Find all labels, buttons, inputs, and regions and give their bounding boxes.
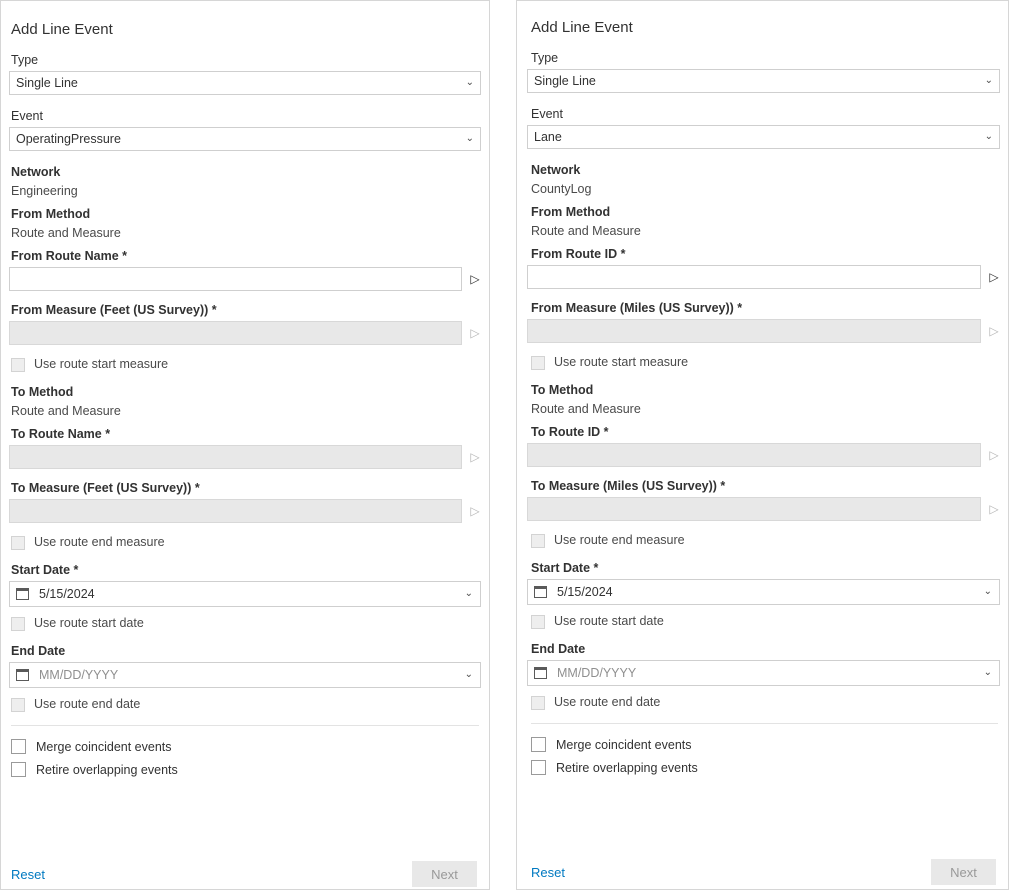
reset-link[interactable]: Reset (531, 864, 565, 880)
to-route-pick-icon: ▷ (470, 450, 480, 464)
add-line-event-panel-right (516, 0, 1009, 890)
from-measure-label: From Measure (Miles (US Survey)) * (531, 301, 743, 315)
from-measure-input[interactable] (527, 319, 981, 343)
next-button[interactable]: Next (931, 859, 996, 885)
type-select-wrap[interactable] (9, 71, 481, 95)
add-line-event-panel-left (0, 0, 490, 890)
end-date-row[interactable] (9, 662, 481, 688)
from-measure-label: From Measure (Feet (US Survey)) * (11, 303, 217, 317)
to-route-pick-icon: ▷ (989, 448, 999, 462)
use-route-end-date-label: Use route end date (34, 697, 141, 711)
use-route-end-date-checkbox[interactable] (531, 696, 545, 710)
reset-link[interactable]: Reset (11, 866, 45, 882)
start-date-label: Start Date * (11, 563, 79, 577)
to-method-value: Route and Measure (11, 404, 121, 418)
end-date-input[interactable] (9, 662, 481, 688)
from-route-row (527, 265, 1000, 289)
from-route-row (9, 267, 481, 291)
use-route-end-measure-row[interactable] (531, 533, 1000, 548)
use-route-start-date-checkbox[interactable] (11, 617, 25, 631)
end-date-row[interactable] (527, 660, 1000, 686)
from-method-label: From Method (531, 205, 611, 219)
to-measure-pick-icon: ▷ (470, 504, 480, 518)
event-label: Event (11, 109, 43, 123)
type-label: Type (531, 51, 559, 65)
type-select-wrap[interactable] (527, 69, 1000, 93)
event-select[interactable] (527, 125, 1000, 149)
use-route-start-measure-row[interactable] (531, 355, 1000, 370)
from-route-input[interactable] (9, 267, 462, 291)
network-value: Engineering (11, 184, 78, 198)
use-route-end-measure-row[interactable] (11, 535, 481, 550)
network-label: Network (11, 165, 61, 179)
start-date-row[interactable] (527, 579, 1000, 605)
to-measure-row (527, 497, 1000, 521)
end-date-label: End Date (531, 642, 586, 656)
calendar-icon (16, 668, 30, 682)
use-route-end-date-label: Use route end date (554, 695, 661, 709)
merge-coincident-row[interactable] (11, 739, 481, 754)
calendar-icon (16, 587, 30, 601)
use-route-start-measure-label: Use route start measure (34, 357, 169, 371)
use-route-end-measure-checkbox[interactable] (531, 534, 545, 548)
to-route-row (9, 445, 481, 469)
to-route-label: To Route Name * (11, 427, 111, 441)
chevron-down-icon: ⌄ (464, 669, 473, 680)
start-date-label: Start Date * (531, 561, 599, 575)
type-label: Type (11, 53, 39, 67)
merge-coincident-checkbox[interactable] (531, 737, 546, 752)
chevron-down-icon: ⌄ (983, 586, 992, 597)
retire-overlapping-row[interactable] (11, 762, 481, 777)
chevron-down-icon: ⌄ (984, 131, 993, 142)
merge-coincident-row[interactable] (531, 737, 1000, 752)
use-route-start-date-label: Use route start date (34, 616, 144, 630)
to-route-label: To Route ID * (531, 425, 609, 439)
panel-footer (9, 861, 481, 887)
merge-coincident-checkbox[interactable] (11, 739, 26, 754)
from-route-label: From Route ID * (531, 247, 626, 261)
use-route-start-measure-label: Use route start measure (554, 355, 689, 369)
type-select[interactable] (527, 69, 1000, 93)
divider (11, 725, 479, 726)
to-route-input[interactable] (9, 445, 462, 469)
use-route-start-date-label: Use route start date (554, 614, 664, 628)
use-route-start-measure-checkbox[interactable] (531, 356, 545, 370)
from-method-value: Route and Measure (531, 224, 641, 238)
from-measure-pick-icon: ▷ (470, 326, 480, 340)
from-method-value: Route and Measure (11, 226, 121, 240)
page-title: Add Line Event (11, 21, 113, 38)
retire-overlapping-checkbox[interactable] (531, 760, 546, 775)
use-route-start-date-row[interactable] (531, 614, 1000, 629)
retire-overlapping-checkbox[interactable] (11, 762, 26, 777)
from-route-label: From Route Name * (11, 249, 127, 263)
from-measure-input[interactable] (9, 321, 462, 345)
to-method-label: To Method (531, 383, 594, 397)
use-route-end-date-row[interactable] (11, 697, 481, 712)
from-measure-pick-icon: ▷ (989, 324, 999, 338)
end-date-input[interactable] (527, 660, 1000, 686)
from-route-input[interactable] (527, 265, 981, 289)
to-measure-input[interactable] (9, 499, 462, 523)
from-measure-row (9, 321, 481, 345)
end-date-value: MM/DD/YYYY (39, 668, 119, 682)
start-date-value: 5/15/2024 (39, 587, 95, 601)
chevron-down-icon: ⌄ (984, 75, 993, 86)
end-date-label: End Date (11, 644, 66, 658)
to-measure-pick-icon: ▷ (989, 502, 999, 516)
use-route-end-measure-checkbox[interactable] (11, 536, 25, 550)
start-date-input[interactable] (9, 581, 481, 607)
from-measure-row (527, 319, 1000, 343)
calendar-icon (534, 585, 548, 599)
chevron-down-icon: ⌄ (983, 667, 992, 678)
calendar-icon (534, 666, 548, 680)
event-select-wrap[interactable] (9, 127, 481, 151)
to-method-label: To Method (11, 385, 74, 399)
merge-coincident-label: Merge coincident events (36, 739, 172, 754)
to-route-input[interactable] (527, 443, 981, 467)
end-date-value: MM/DD/YYYY (557, 666, 637, 680)
chevron-down-icon: ⌄ (464, 588, 473, 599)
use-route-end-measure-label: Use route end measure (554, 533, 685, 547)
network-value: CountyLog (531, 182, 592, 196)
page-title: Add Line Event (531, 19, 633, 36)
use-route-end-date-row[interactable] (531, 695, 1000, 710)
from-route-pick-icon[interactable]: ▷ (470, 272, 480, 286)
use-route-start-measure-checkbox[interactable] (11, 358, 25, 372)
to-measure-input[interactable] (527, 497, 981, 521)
from-method-label: From Method (11, 207, 91, 221)
to-method-value: Route and Measure (531, 402, 641, 416)
type-select[interactable] (9, 71, 481, 95)
event-select[interactable] (9, 127, 481, 151)
divider (531, 723, 998, 724)
to-measure-row (9, 499, 481, 523)
start-date-input[interactable] (527, 579, 1000, 605)
start-date-value: 5/15/2024 (557, 585, 613, 599)
from-route-pick-icon[interactable]: ▷ (989, 270, 999, 284)
retire-overlapping-label: Retire overlapping events (36, 762, 178, 777)
event-label: Event (531, 107, 563, 121)
use-route-end-date-checkbox[interactable] (11, 698, 25, 712)
retire-overlapping-row[interactable] (531, 760, 1000, 775)
network-label: Network (531, 163, 581, 177)
to-route-row (527, 443, 1000, 467)
use-route-start-measure-row[interactable] (11, 357, 481, 372)
next-button[interactable]: Next (412, 861, 477, 887)
to-measure-label: To Measure (Miles (US Survey)) * (531, 479, 726, 493)
to-measure-label: To Measure (Feet (US Survey)) * (11, 481, 200, 495)
use-route-start-date-row[interactable] (11, 616, 481, 631)
start-date-row[interactable] (9, 581, 481, 607)
event-select-wrap[interactable] (527, 125, 1000, 149)
merge-coincident-label: Merge coincident events (556, 737, 692, 752)
chevron-down-icon: ⌄ (465, 77, 474, 88)
panel-footer (527, 859, 1000, 885)
use-route-start-date-checkbox[interactable] (531, 615, 545, 629)
use-route-end-measure-label: Use route end measure (34, 535, 165, 549)
retire-overlapping-label: Retire overlapping events (556, 760, 698, 775)
chevron-down-icon: ⌄ (465, 133, 474, 144)
